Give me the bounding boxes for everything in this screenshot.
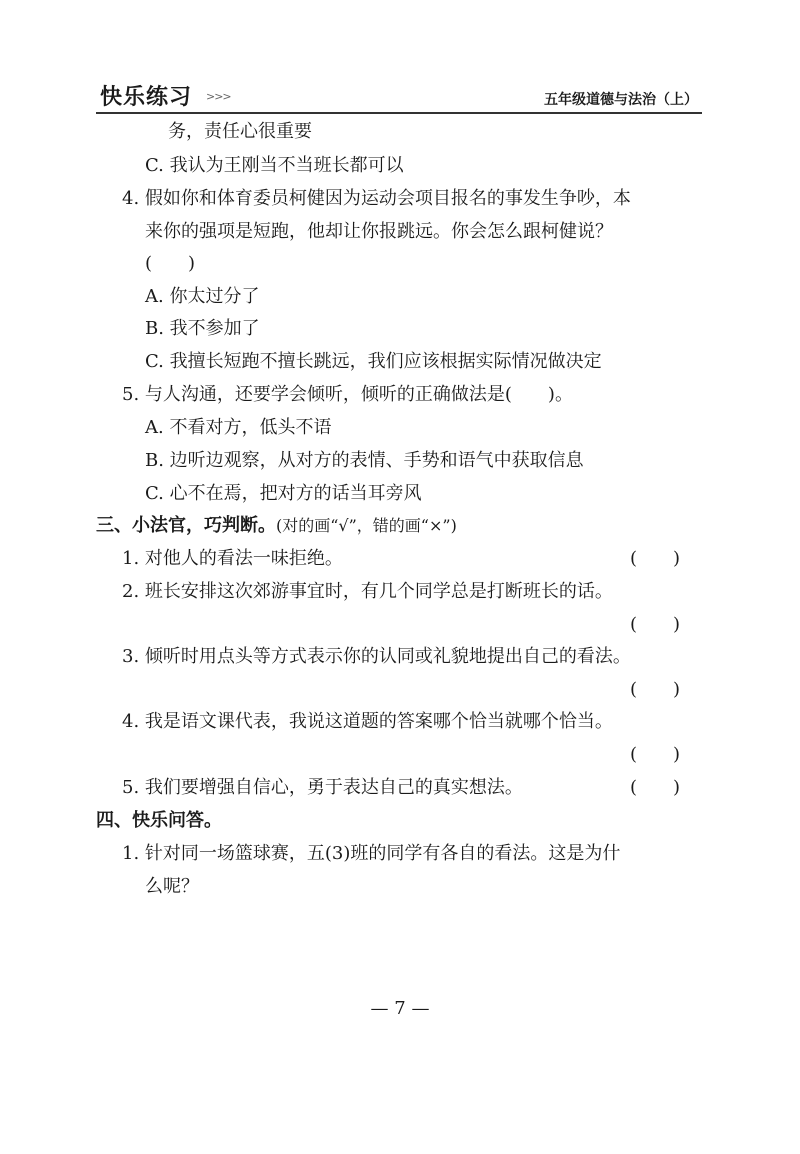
q4-option-c: C. 我擅长短跑不擅长跳远，我们应该根据实际情况做决定 [145,351,602,372]
answer-question-1-line2: 么呢？ [145,876,199,897]
q5-option-a: A. 不看对方，低头不语 [145,417,332,438]
judge-item-5: 5. 我们要增强自信心，勇于表达自己的真实想法。 [122,777,523,798]
judge-item-1-blank: ( ) [630,548,681,569]
section3-note: (对的画“√”，错的画“×”) [276,516,457,535]
header-title: 快乐练习 [100,85,193,110]
judge-item-1: 1. 对他人的看法一味拒绝。 [122,548,343,569]
judge-item-3-blank: ( ) [630,679,681,700]
judge-item-2: 2. 班长安排这次郊游事宜时，有几个同学总是打断班长的话。 [122,581,613,602]
section4-heading: 四、快乐问答。 [96,810,222,831]
judge-item-3: 3. 倾听时用点头等方式表示你的认同或礼貌地提出自己的看法。 [122,646,631,667]
section3-title [96,513,457,539]
header-subject: 五年级道德与法治（上） [544,92,698,108]
judge-item-2-blank: ( ) [630,614,681,635]
q4-stem-line2: 来你的强项是短跑，他却让你报跳远。你会怎么跟柯健说？ [145,221,613,242]
section3-heading: 三、小法官，巧判断。 [96,515,276,536]
q4-option-b: B. 我不参加了 [145,318,260,339]
q5-option-b: B. 边听边观察，从对方的表情、手势和语气中获取信息 [145,450,584,471]
judge-item-5-blank: ( ) [630,777,681,798]
judge-item-4-blank: ( ) [630,744,681,765]
header-rule [96,112,702,114]
q3-option-b-continuation: 务，责任心很重要 [168,121,312,142]
header-arrows: >>> [206,90,231,103]
q5-stem: 5. 与人沟通，还要学会倾听，倾听的正确做法是( )。 [122,384,573,405]
page-number: — 7 — [370,998,430,1019]
q5-option-c: C. 心不在焉，把对方的话当耳旁风 [145,483,422,504]
answer-question-1-line1: 1. 针对同一场篮球赛，五(3)班的同学有各自的看法。这是为什 [122,843,621,864]
judge-item-4: 4. 我是语文课代表，我说这道题的答案哪个恰当就哪个恰当。 [122,711,613,732]
q4-option-a: A. 你太过分了 [145,286,260,307]
q3-option-c: C. 我认为王刚当不当班长都可以 [145,155,404,176]
q4-stem-line1: 4. 假如你和体育委员柯健因为运动会项目报名的事发生争吵，本 [122,188,631,209]
page-header [96,80,702,114]
q4-answer-blank: ( ) [145,253,196,274]
